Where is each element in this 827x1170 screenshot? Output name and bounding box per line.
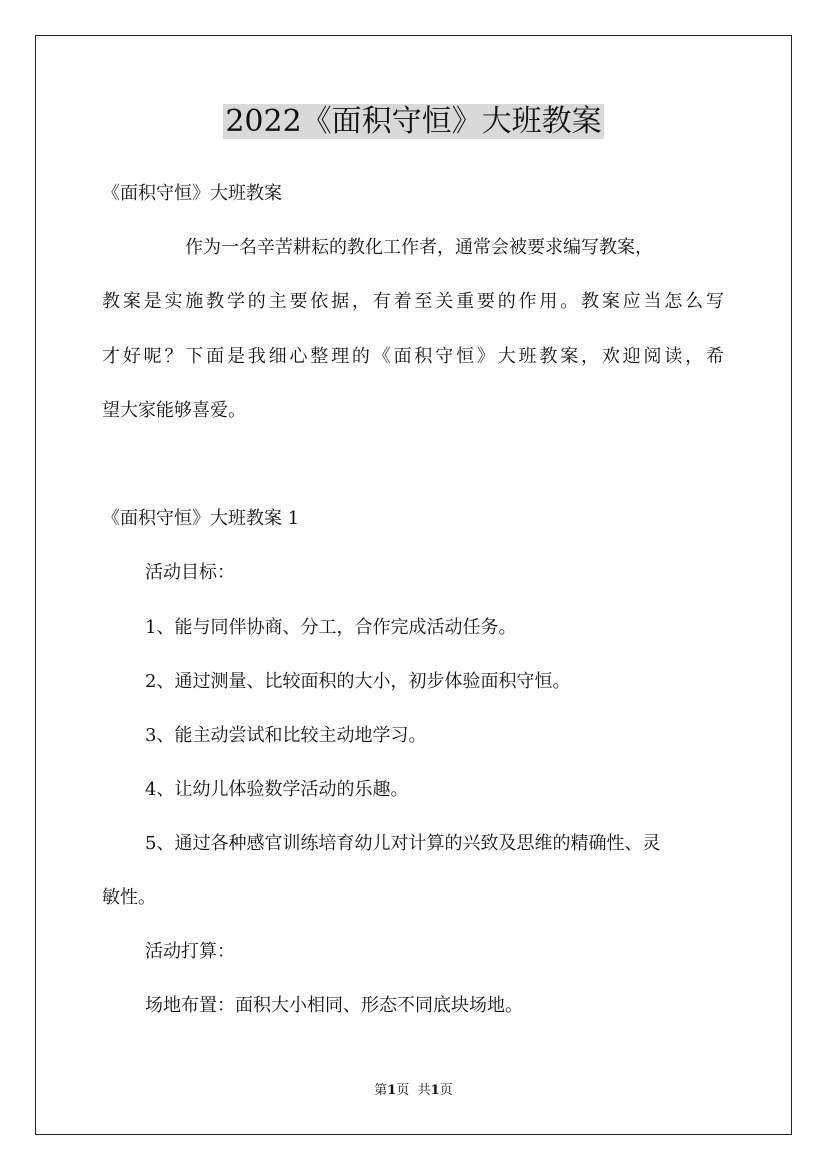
preparation-item: 场地布置：面积大小相同、形态不同底块场地。 — [145, 995, 523, 1016]
objective-item-4: 4、让幼儿体验数学活动的乐趣。 — [145, 779, 409, 800]
document-title — [0, 102, 827, 142]
objective-item-3: 3、能主动尝试和比较主动地学习。 — [145, 725, 427, 746]
total-prefix: 共 — [417, 1083, 431, 1098]
objectives-label: 活动目标： — [145, 562, 235, 583]
total-suffix: 页 — [439, 1083, 453, 1098]
objective-item-1: 1、能与同伴协商、分工，合作完成活动任务。 — [145, 617, 517, 638]
objective-item-2: 2、通过测量、比较面积的大小，初步体验面积守恒。 — [145, 671, 571, 692]
objective-item-5: 5、通过各种感官训练培育幼儿对计算的兴致及思维的精确性、灵 — [145, 833, 661, 854]
page-number: 1 — [387, 1083, 397, 1098]
document-subtitle: 《面积守恒》大班教案 — [102, 183, 282, 204]
intro-line-1: 作为一名辛苦耕耘的教化工作者，通常会被要求编写教案， — [185, 237, 653, 258]
total-pages: 1 — [430, 1083, 440, 1098]
page-prefix: 第 — [374, 1083, 388, 1098]
document-title-text: 2022《面积守恒》大班教案 — [225, 104, 602, 139]
page-suffix: 页 — [396, 1083, 410, 1098]
preparation-label: 活动打算： — [145, 941, 235, 962]
section-heading: 《面积守恒》大班教案 1 — [102, 508, 300, 529]
objective-item-5-continued: 敏性。 — [102, 887, 156, 908]
intro-line-4: 望大家能够喜爱。 — [102, 400, 246, 421]
intro-line-3: 才好呢？下面是我细心整理的《面积守恒》大班教案，欢迎阅读，希 — [102, 346, 724, 367]
page-footer — [0, 1082, 827, 1100]
intro-line-2: 教案是实施教学的主要依据，有着至关重要的作用。教案应当怎么写 — [102, 291, 724, 312]
